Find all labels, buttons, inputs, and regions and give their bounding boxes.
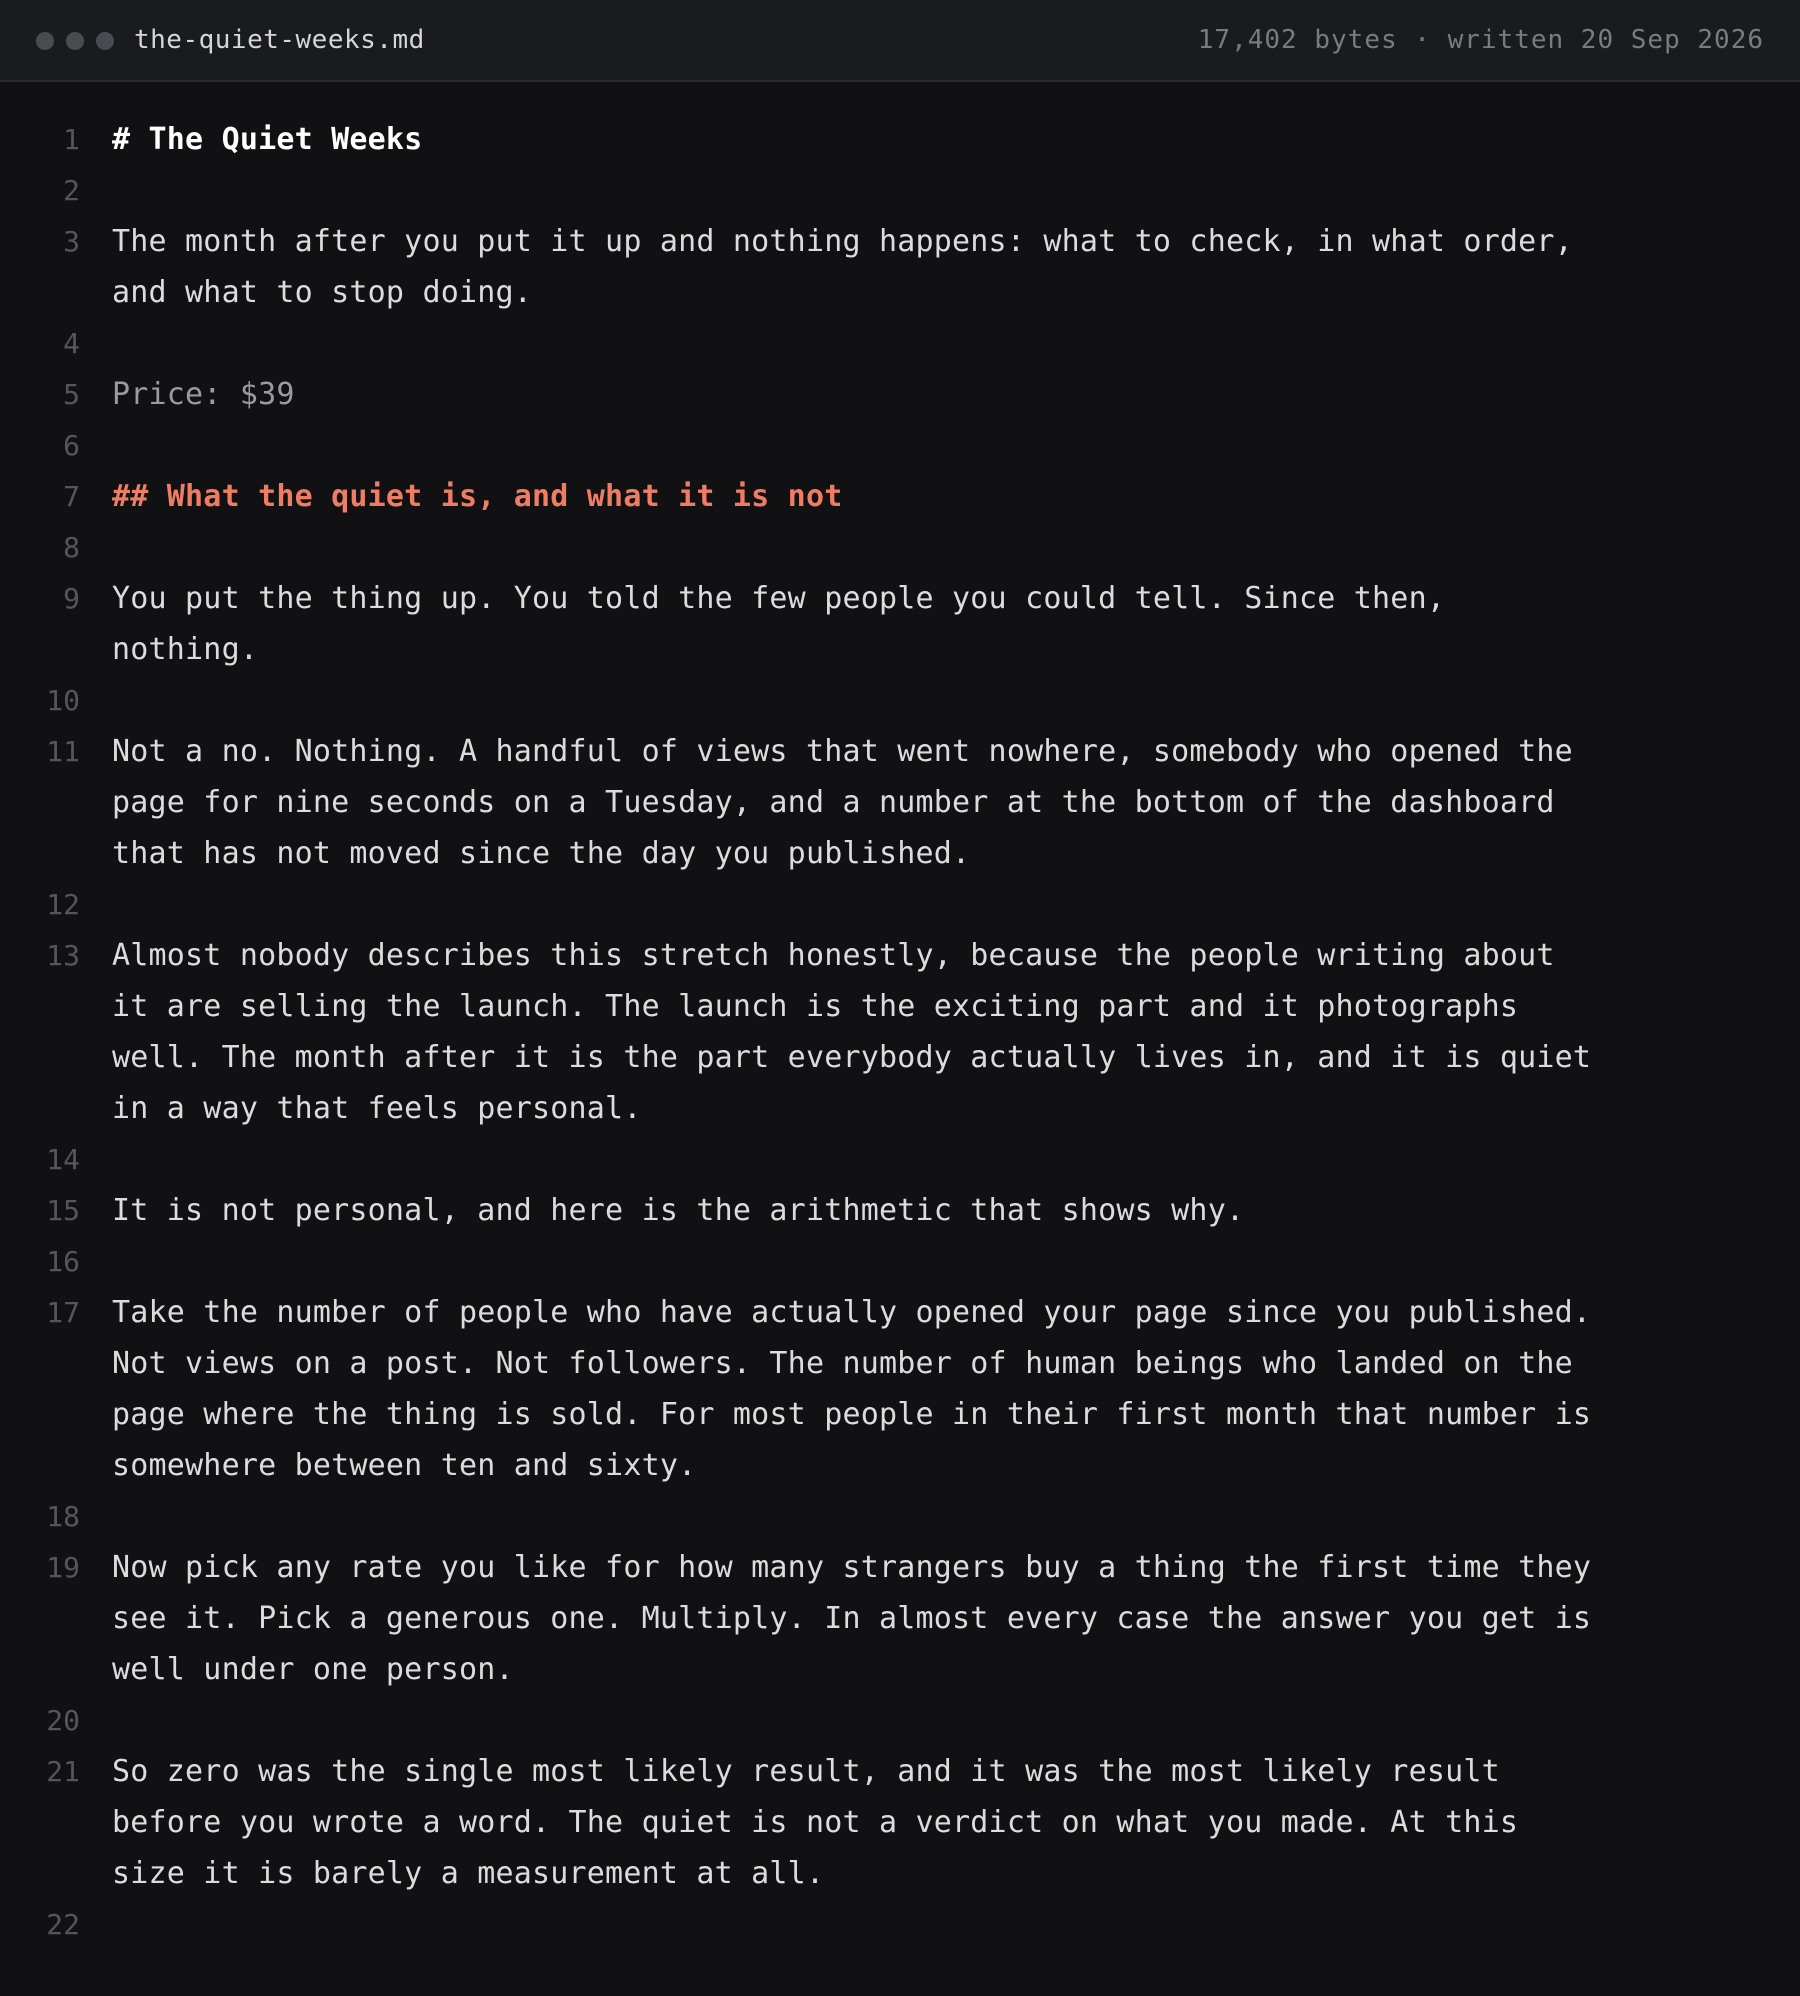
line-number: 10 <box>46 684 80 717</box>
blank-line[interactable] <box>112 1236 1592 1287</box>
editor-line <box>0 675 1800 726</box>
line-number: 6 <box>63 429 80 462</box>
file-meta: 17,402 bytes · written 20 Sep 2026 <box>1197 25 1764 55</box>
editor-line <box>0 114 1800 165</box>
close-window-dot[interactable] <box>36 32 54 50</box>
blank-line[interactable] <box>112 318 1592 369</box>
line-number: 1 <box>63 123 80 156</box>
editor-line <box>0 726 1800 879</box>
line-number: 4 <box>63 327 80 360</box>
blank-line[interactable] <box>112 522 1592 573</box>
blank-line[interactable] <box>112 420 1592 471</box>
price-line[interactable]: Price: $39 <box>112 377 295 412</box>
editor-line <box>0 1542 1800 1695</box>
editor-line <box>0 879 1800 930</box>
line-number: 13 <box>46 939 80 972</box>
editor-line <box>0 471 1800 522</box>
editor-line <box>0 573 1800 675</box>
editor-line <box>0 318 1800 369</box>
line-number: 15 <box>46 1194 80 1227</box>
paragraph-text[interactable]: Now pick any rate you like for how many strangers buy a thing the first time they see it. Pick a generous one. Multiply. In almost every case the answer you get is well under one person. <box>112 1550 1610 1687</box>
line-number: 12 <box>46 888 80 921</box>
line-number: 8 <box>63 531 80 564</box>
blank-line[interactable] <box>112 879 1592 930</box>
minimize-window-dot[interactable] <box>66 32 84 50</box>
editor-line <box>0 216 1800 318</box>
editor-line <box>0 420 1800 471</box>
blank-line[interactable] <box>112 1695 1592 1746</box>
maximize-window-dot[interactable] <box>96 32 114 50</box>
line-number: 22 <box>46 1908 80 1941</box>
line-number: 17 <box>46 1296 80 1329</box>
editor-line <box>0 522 1800 573</box>
editor-line <box>0 165 1800 216</box>
editor-area[interactable] <box>0 114 1800 1950</box>
blank-line[interactable] <box>112 165 1592 216</box>
editor-line <box>0 1287 1800 1491</box>
paragraph-text[interactable]: The month after you put it up and nothing happens: what to check, in what order, and what to stop doing. <box>112 224 1592 310</box>
editor-line <box>0 930 1800 1134</box>
paragraph-text[interactable]: You put the thing up. You told the few people you could tell. Since then, nothing. <box>112 581 1464 667</box>
paragraph-text[interactable]: So zero was the single most likely result, and it was the most likely result before you wrote a word. The quiet is not a verdict on what you made. At this size it is barely a measurement at all. <box>112 1754 1537 1891</box>
line-number: 7 <box>63 480 80 513</box>
editor-line <box>0 1236 1800 1287</box>
line-number: 2 <box>63 174 80 207</box>
editor-line <box>0 369 1800 420</box>
blank-line[interactable] <box>112 1899 1592 1950</box>
paragraph-text[interactable]: Almost nobody describes this stretch honestly, because the people writing about it are selling the launch. The launch is the exciting part and it photographs well. The month after it is the part everybody actually lives in, and it is quiet in a way that feels personal. <box>112 938 1610 1126</box>
editor-line <box>0 1491 1800 1542</box>
title-bar <box>0 0 1800 82</box>
line-number: 20 <box>46 1704 80 1737</box>
line-number: 19 <box>46 1551 80 1584</box>
heading-2[interactable]: ## What the quiet is, and what it is not <box>112 479 843 514</box>
line-number: 16 <box>46 1245 80 1278</box>
editor-line <box>0 1746 1800 1899</box>
paragraph-text[interactable]: Take the number of people who have actually opened your page since you published. Not views on a post. Not followers. The number of human beings who landed on the page where the thing is sold. For most people in their first month that number is somewhere between ten and sixty. <box>112 1295 1610 1483</box>
window-controls <box>36 32 114 50</box>
heading-1[interactable]: # The Quiet Weeks <box>112 122 423 157</box>
editor-line <box>0 1185 1800 1236</box>
blank-line[interactable] <box>112 1134 1592 1185</box>
line-number: 3 <box>63 225 80 258</box>
blank-line[interactable] <box>112 675 1592 726</box>
line-number: 18 <box>46 1500 80 1533</box>
file-name: the-quiet-weeks.md <box>134 25 425 55</box>
editor-line <box>0 1899 1800 1950</box>
editor-line <box>0 1134 1800 1185</box>
blank-line[interactable] <box>112 1491 1592 1542</box>
line-number: 11 <box>46 735 80 768</box>
line-number: 14 <box>46 1143 80 1176</box>
line-number: 21 <box>46 1755 80 1788</box>
line-number: 9 <box>63 582 80 615</box>
paragraph-text[interactable]: Not a no. Nothing. A handful of views that went nowhere, somebody who opened the page for nine seconds on a Tuesday, and a number at the bottom of the dashboard that has not moved since the day you published. <box>112 734 1592 871</box>
paragraph-text[interactable]: It is not personal, and here is the arithmetic that shows why. <box>112 1193 1245 1228</box>
editor-line <box>0 1695 1800 1746</box>
line-number: 5 <box>63 378 80 411</box>
